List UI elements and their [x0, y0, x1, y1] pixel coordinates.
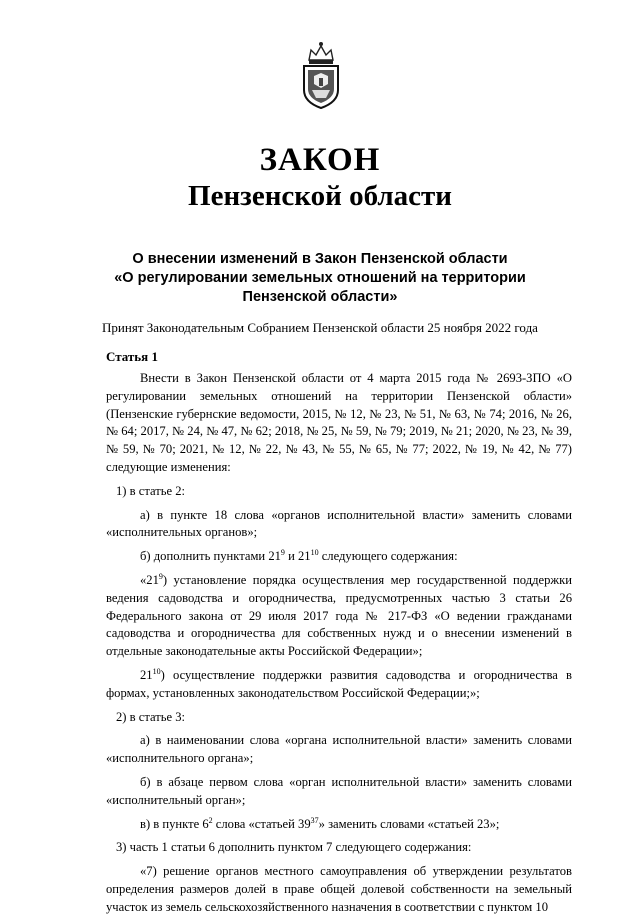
amendment-item-1: 1) в статье 2:	[116, 483, 186, 498]
amendment-item-1a: а) в пункте 18 слова «органов исполнительной власти» заменить словами «исполнительных органов»;	[106, 507, 572, 540]
new-point-21-10: $21^{10}$) осуществление поддержки развития садоводства и огородничества в формах, установленных законодательством Российской Федерации;»;	[106, 666, 572, 700]
new-point-7: «7) решение органов местного самоуправления об утверждении результатов определения размеров долей в праве общей долевой собственности на земельный участок из земель сельскохозяйственного назначения в соответствии с пунктом 10	[106, 864, 572, 914]
law-subtitle-line-1: О внесении изменений в Закон Пензенской области	[132, 251, 508, 267]
adoption-statement: Принят Законодательным Собранием Пензенской области 25 ноября 2022 года	[102, 320, 538, 335]
region-title: Пензенской области	[188, 180, 452, 212]
amendment-item-3: 3) часть 1 статьи 6 дополнить пунктом 7 следующего содержания:	[116, 840, 472, 855]
law-subtitle-line-3: Пензенской области»	[242, 289, 398, 305]
law-title: ЗАКОН	[259, 142, 381, 178]
amendment-item-2b: б) в абзаце первом слова «орган исполнительной власти» заменить словами «исполнительный орган»;	[106, 774, 572, 807]
new-point-21-9: «$21^9$) установление порядка осуществления мер государственной поддержки ведения садоводства и огородничества, предусмотренных частью 3 статьи 26 Федерального закона от 29 июля 2017 года № 217-ФЗ «О ведении гражданами садоводства и огородничества для собственных нужд и о внесении изменений в отдельные законодательные акты Российской Федерации»;	[106, 571, 572, 659]
amendment-item-2: 2) в статье 3:	[116, 709, 186, 724]
amendment-item-2c: в) в пункте $6^2$ слова «статьей $39^{37}$» заменить словами «статьей 23»;	[140, 815, 500, 831]
amendment-item-1b: б) дополнить пунктами $21^9$ и $21^{10}$ следующего содержания:	[140, 547, 458, 564]
article-heading: Статья 1	[106, 349, 158, 364]
penza-coat-of-arms-icon	[296, 40, 346, 110]
amendment-item-2a: а) в наименовании слова «органа исполнительной власти» заменить словами «исполнительного органа»;	[106, 733, 572, 766]
article-intro: Внести в Закон Пензенской области от 4 марта 2015 года № 2693-ЗПО «О регулировании земельных отношений на территории Пензенской области» (Пензенские губернские ведомости, 2015, № 12, № 23, № 51, № 63, № 74; 2016, № 26, № 64; 2017, № 24, № 47, № 62; 2018, № 25, № 59, № 79; 2019, № 21; 2020, № 23, № 39, № 59, № 70; 2021, № 12, № 22, № 43, № 55, № 65, № 77; 2022, № 19, № 42, № 77) следующие изменения:	[106, 371, 572, 474]
law-subtitle-line-2: «О регулировании земельных отношений на территории	[114, 270, 526, 286]
article-body	[106, 370, 572, 917]
